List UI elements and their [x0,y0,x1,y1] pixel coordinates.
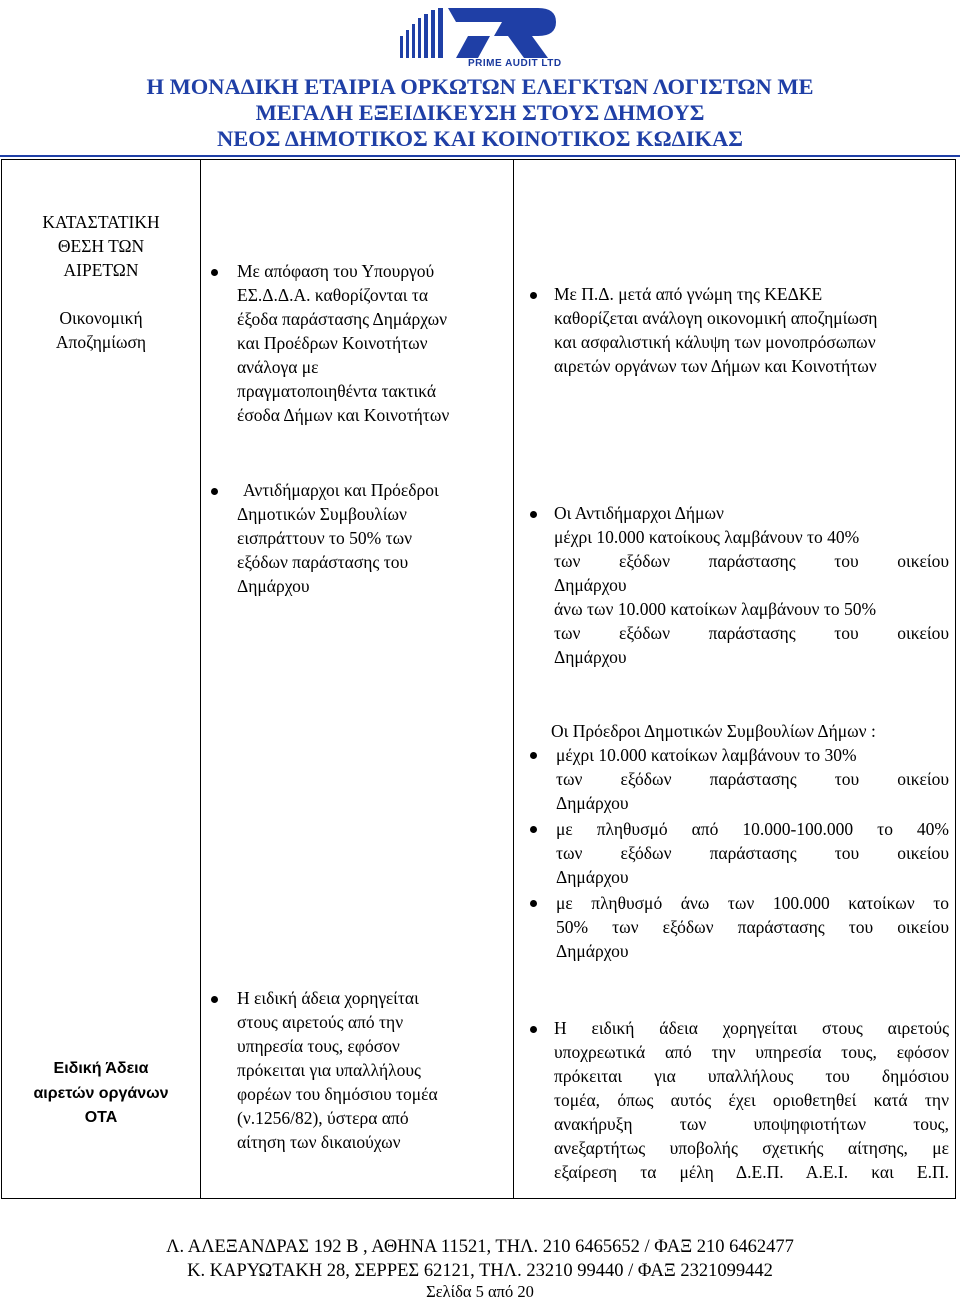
header-line-1: Η ΜΟΝΑΔΙΚΗ ΕΤΑΙΡΙΑ ΟΡΚΩΤΩΝ ΕΛΕΓΚΤΩΝ ΛΟΓΙΣΤΩΝ ΜΕ [146,74,814,99]
row3-col3-item3: με πληθυσμό άνω των 100.000 κατοίκων το 50% των εξόδων παράστασης του οικείου Δημάρχου [556,893,949,961]
row3-col3-item2: με πληθυσμό από 10.000-100.000 το 40% των εξόδων παράστασης του οικείου Δημάρχου [556,819,949,887]
row4-col3-text: Η ειδική άδεια χορηγείται στους αιρετούς υποχρεωτικά από την υπηρεσία τους, εφόσον πρόκειται για υπαλλήλους του δημόσιου τομέα, όπως αυτός έχει οριοθετηθεί κατά την ανακήρυξη των υποψηφιοτήτων τους, ανεξαρτήτως υποβολής σχετικής αίτησης, με εξαίρεση τα μέλη Δ.Ε.Π. Α.Ε.Ι. και Ε.Π. [554,1018,949,1182]
row1-col2-text: Με απόφαση του Υπουργού ΕΣ.Δ.Δ.Α. καθορίζονται τα έξοδα παράστασης Δημάρχων και Προέδρων Κοινοτήτων ανάλογα με πραγματοποιηθέντα τακτικά έσοδα Δήμων και Κοινοτήτων [237,261,450,425]
header-line-2: ΜΕΓΑΛΗ ΕΞΕΙΔΙΚΕΥΣΗ ΣΤΟΥΣ ΔΗΜΟΥΣ [255,100,705,125]
bullet-icon [530,900,537,907]
row2-col3-text: Οι Αντιδήμαρχοι Δήμων μέχρι 10.000 κατοίκους λαμβάνουν το 40% των εξόδων παράστασης του οικείου Δημάρχου άνω των 10.000 κατοίκων λαμβάνουν το 50% των εξόδων παράστασης του οικείου Δημάρχου [554,503,949,667]
document-header [0,74,960,152]
column-divider-1 [200,159,201,1199]
bullet-icon [530,292,537,299]
prime-audit-logo [398,6,560,72]
bullet-icon [530,511,537,518]
header-line-3: ΝΕΟΣ ΔΗΜΟΤΙΚΟΣ ΚΑΙ ΚΟΙΝΟΤΙΚΟΣ ΚΩΔΙΚΑΣ [217,126,743,151]
bullet-icon [530,1026,537,1033]
row3-col3-item1: μέχρι 10.000 κατοίκων λαμβάνουν το 30% των εξόδων παράστασης του οικείου Δημάρχου [556,745,949,813]
row1-col3-text: Με Π.Δ. μετά από γνώμη της ΚΕΔΚΕ καθορίζεται ανάλογη οικονομική αποζημίωση και ασφαλιστική κάλυψη των μονοπρόσωπων αιρετών οργάνων των Δήμων και Κοινοτήτων [554,284,878,376]
bullet-icon [530,826,537,833]
footer-address-serres: Κ. ΚΑΡΥΩΤΑΚΗ 28, ΣΕΡΡΕΣ 62121, ΤΗΛ. 23210 99440 / ΦΑΞ 2321099442 [187,1261,773,1281]
bullet-icon [211,996,218,1003]
header-divider [0,155,960,157]
row3-col3-heading: Οι Πρόεδροι Δημοτικών Συμβουλίων Δήμων : [551,721,876,741]
footer-address-athens: Λ. ΑΛΕΞΑΝΔΡΑΣ 192 Β , ΑΘΗΝΑ 11521, ΤΗΛ. 210 6465652 / ΦΑΞ 210 6462477 [166,1237,794,1257]
row4-col2-text: Η ειδική άδεια χορηγείται στους αιρετούς από την υπηρεσία τους, εφόσον πρόκειται για υπαλλήλους φορέων του δημόσιου τομέα (ν.1256/82), ύστερα από αίτηση των δικαιούχων [237,988,438,1152]
row4-label: Ειδική Άδεια αιρετών οργάνων ΟΤΑ [33,1060,169,1126]
column-divider-2 [513,159,514,1199]
bullet-icon [211,488,218,495]
row1-sublabel: Οικονομική Αποζημίωση [55,308,147,352]
bullet-icon [211,269,218,276]
row2-col2-text: Αντιδήμαρχοι και Πρόεδροι Δημοτικών Συμβουλίων εισπράττουν το 50% των εξόδων παράστασης του Δημάρχου [237,480,439,596]
row1-label: ΚΑΤΑΣΤΑΤΙΚΗ ΘΕΣΗ ΤΩΝ ΑΙΡΕΤΩΝ [42,212,160,280]
bullet-icon [530,752,537,759]
logo-text: PRIME AUDIT LTD [468,58,562,69]
page-number: Σελίδα 5 από 20 [426,1282,534,1301]
